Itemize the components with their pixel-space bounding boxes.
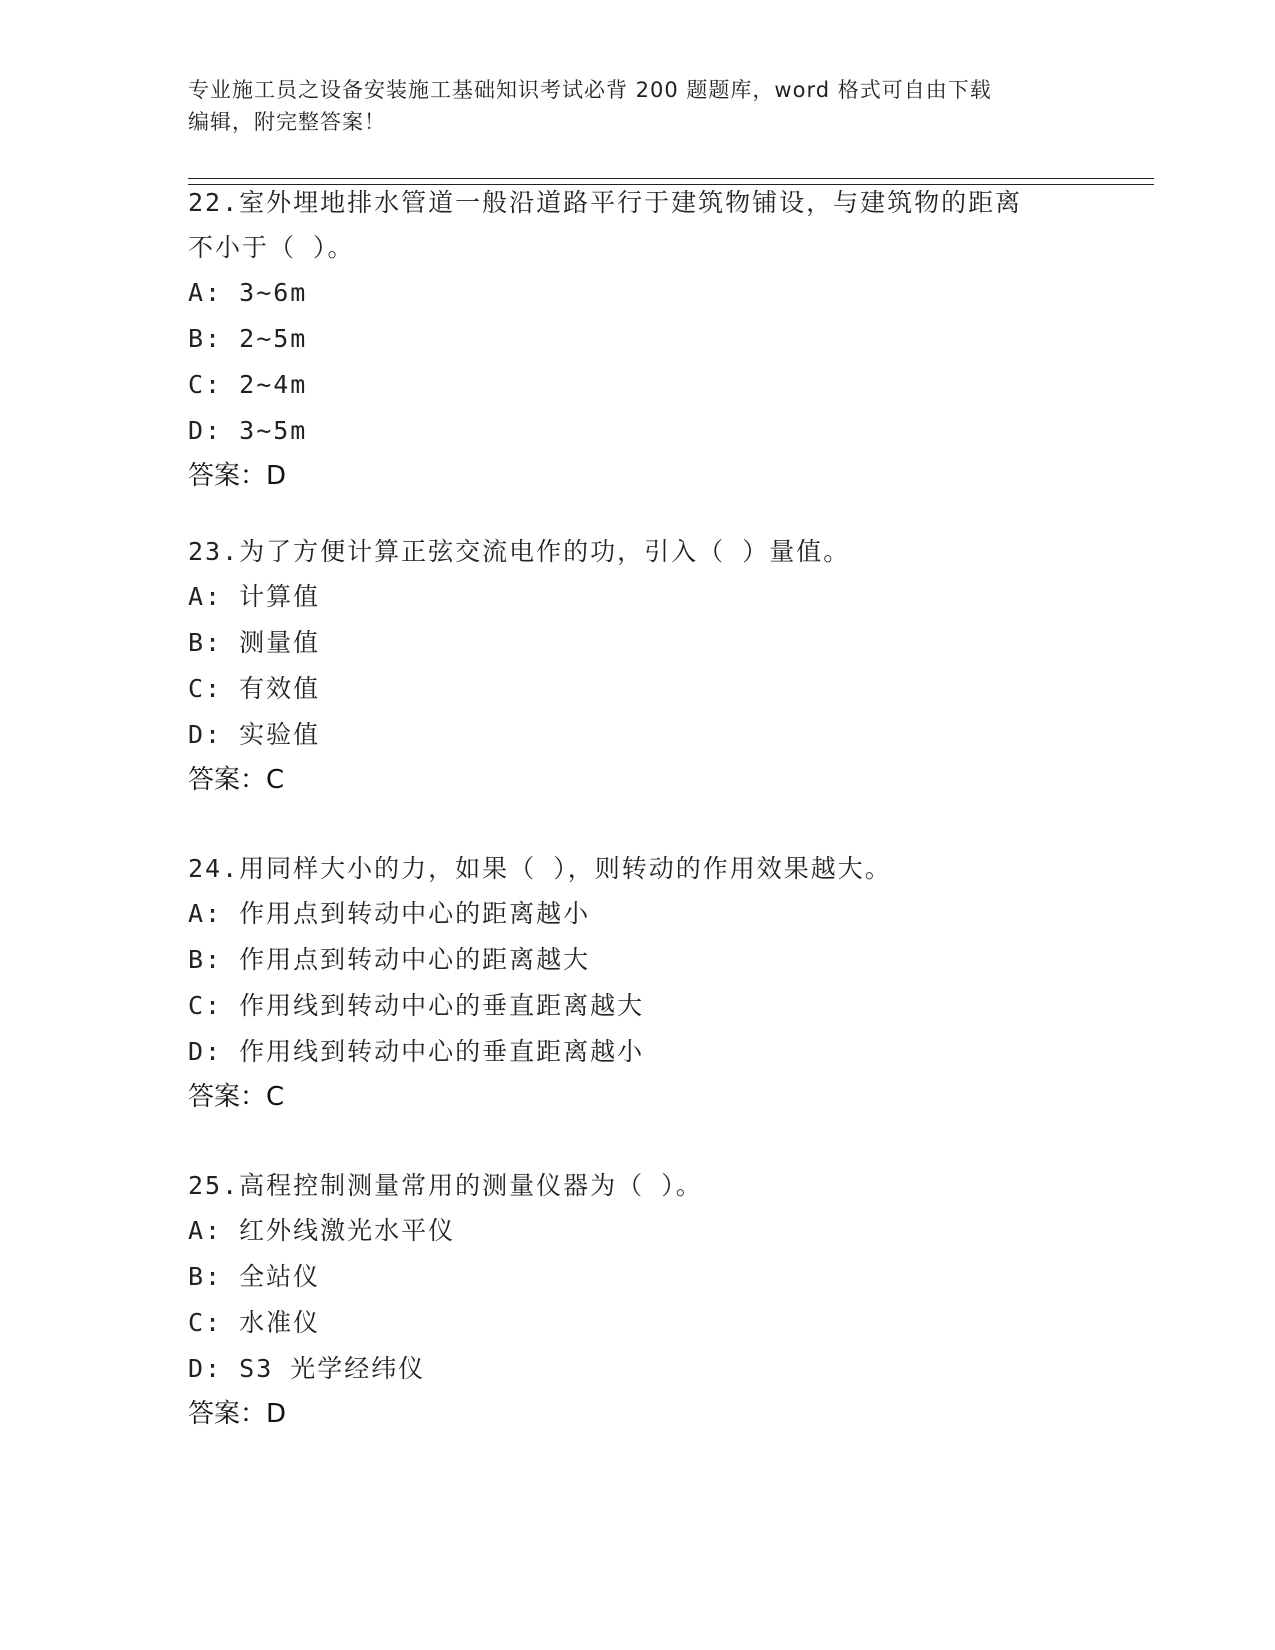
question-stem-line-1: 22.室外埋地排水管道一般沿道路平行于建筑物铺设，与建筑物的距离 xyxy=(188,188,1023,217)
question-25 xyxy=(188,1163,1088,1436)
document-header xyxy=(188,74,1068,138)
option-c: C: 水准仪 xyxy=(188,1308,321,1337)
question-24 xyxy=(188,846,1088,1119)
option-b: B: 测量值 xyxy=(188,628,321,657)
option-d: D: S3 光学经纬仪 xyxy=(188,1354,426,1383)
answer: 答案：D xyxy=(188,461,287,491)
option-c: C: 2~4m xyxy=(188,370,308,399)
option-a: A: 计算值 xyxy=(188,582,321,611)
question-23 xyxy=(188,529,1088,802)
answer: 答案：D xyxy=(188,1399,287,1429)
question-stem-line-2: 不小于（ ）。 xyxy=(188,233,355,262)
header-line-1: 专业施工员之设备安装施工基础知识考试必背 200 题题库，word 格式可自由下载 xyxy=(188,78,992,102)
header-line-2: 编辑，附完整答案！ xyxy=(188,110,386,134)
option-a: A: 作用点到转动中心的距离越小 xyxy=(188,899,591,928)
option-d: D: 3~5m xyxy=(188,416,308,445)
option-a: A: 3~6m xyxy=(188,278,308,307)
option-c: C: 有效值 xyxy=(188,674,321,703)
option-b: B: 作用点到转动中心的距离越大 xyxy=(188,945,591,974)
answer: 答案：C xyxy=(188,1082,285,1112)
option-c: C: 作用线到转动中心的垂直距离越大 xyxy=(188,991,645,1020)
question-22 xyxy=(188,180,1088,498)
question-stem-line-1: 23.为了方便计算正弦交流电作的功，引入（ ）量值。 xyxy=(188,537,851,566)
question-stem-line-1: 24.用同样大小的力，如果（ ），则转动的作用效果越大。 xyxy=(188,854,892,883)
question-stem-line-1: 25.高程控制测量常用的测量仪器为（ ）。 xyxy=(188,1171,703,1200)
option-b: B: 2~5m xyxy=(188,324,308,353)
option-a: A: 红外线激光水平仪 xyxy=(188,1216,456,1245)
option-d: D: 作用线到转动中心的垂直距离越小 xyxy=(188,1037,645,1066)
option-b: B: 全站仪 xyxy=(188,1262,321,1291)
option-d: D: 实验值 xyxy=(188,720,321,749)
answer: 答案：C xyxy=(188,765,285,795)
